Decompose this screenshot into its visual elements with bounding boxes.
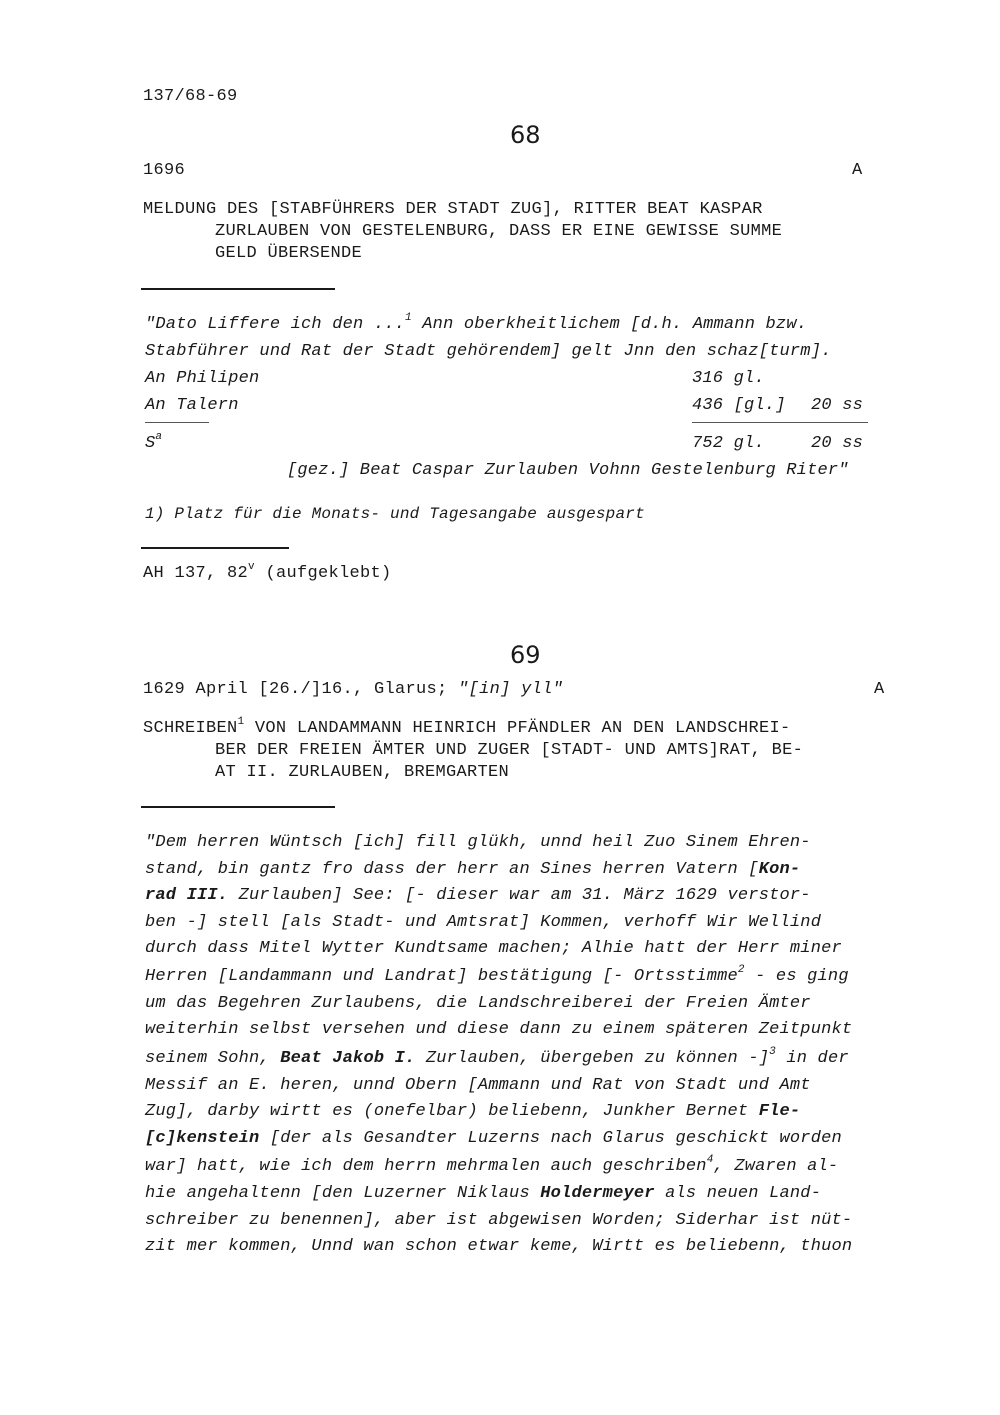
regest-title-line: AT II. ZURLAUBEN, BREMGARTEN — [215, 763, 510, 782]
signature-line: [gez.] Beat Caspar Zurlauben Vohnn Gestelenburg Riter" — [287, 461, 849, 480]
sum-value: 752 gl. — [692, 434, 765, 453]
account-subvalue: 20 ss — [811, 396, 864, 415]
source-reference: AH 137, 82$^v$ (aufgeklebt) — [143, 561, 392, 583]
transcription-line: seinem Sohn, Beat Jakob I. Zurlauben, übergeben zu können -]$^3$ in der — [145, 1046, 849, 1068]
document-reference: 137/68-69 — [143, 87, 238, 106]
transcription-line: Zug], darby wirtt es (onefelbar) beliebenn, Junkher Bernet Fle- — [145, 1102, 801, 1121]
section-divider — [141, 288, 335, 290]
account-label: An Talern — [145, 396, 239, 415]
document-number: 68 — [510, 121, 541, 149]
regest-title-line: ZURLAUBEN VON GESTELENBURG, DASS ER EINE GEWISSE SUMME — [215, 222, 783, 241]
transcription-line: "Dem herren Wüntsch [ich] fill glükh, unnd heil Zuo Sinem Ehren- — [145, 833, 811, 852]
regest-title-line: MELDUNG DES [STABFÜHRERS DER STADT ZUG], RITTER BEAT KASPAR — [143, 200, 763, 219]
sum-rule-left — [145, 422, 209, 423]
footnote: 1) Platz für die Monats- und Tagesangabe ausgespart — [145, 505, 645, 523]
document-date: 1629 April [26./]16., Glarus; "[in] yll" — [143, 680, 564, 699]
sum-subvalue: 20 ss — [811, 434, 864, 453]
transcription-line: stand, bin gantz fro dass der herr an Sines herren Vatern [Kon- — [145, 860, 801, 879]
regest-title-line: SCHREIBEN$^1$ VON LANDAMMANN HEINRICH PFÄNDLER AN DEN LANDSCHREI- — [143, 716, 791, 738]
section-divider — [141, 806, 335, 808]
sum-rule-right — [692, 422, 868, 423]
transcription-line: Messif an E. heren, unnd Obern [Ammann und Rat von Stadt und Amt — [145, 1076, 811, 1095]
account-label: An Philipen — [145, 369, 260, 388]
transcription-line: um das Begehren Zurlaubens, die Landschreiberei der Freien Ämter — [145, 994, 811, 1013]
archive-mark: A — [852, 161, 863, 180]
regest-title-line: BER DER FREIEN ÄMTER UND ZUGER [STADT- UND AMTS]RAT, BE- — [215, 741, 804, 760]
document-number: 69 — [510, 641, 541, 669]
transcription-line: zit mer kommen, Unnd wan schon etwar keme, Wirtt es beliebenn, thuon — [145, 1237, 853, 1256]
transcription-line: Stabführer und Rat der Stadt gehörendem] gelt Jnn den schaz[turm]. — [145, 342, 832, 361]
transcription-line: weiterhin selbst versehen und diese dann zu einem späteren Zeitpunkt — [145, 1020, 853, 1039]
archive-mark: A — [874, 680, 885, 699]
regest-title-line: GELD ÜBERSENDE — [215, 244, 363, 263]
account-value: 436 [gl.] — [692, 396, 786, 415]
transcription-line: schreiber zu benennen], aber ist abgewisen Worden; Siderhar ist nüt- — [145, 1211, 853, 1230]
transcription-line: [c]kenstein [der als Gesandter Luzerns nach Glarus geschickt worden — [145, 1129, 842, 1148]
transcription-line: rad III. Zurlauben] See: [- dieser war am 31. März 1629 verstor- — [145, 886, 811, 905]
document-date: 1696 — [143, 161, 186, 180]
transcription-line: ben -] stell [als Stadt- und Amtsrat] Kommen, verhoff Wir Wellind — [145, 913, 822, 932]
sum-label: $S^a$ — [145, 431, 163, 453]
transcription-line: hie angehaltenn [den Luzerner Niklaus Holdermeyer als neuen Land- — [145, 1184, 822, 1203]
transcription-line: "Dato Liffere ich den ...$^1$ Ann oberkheitlichem [d.h. Ammann bzw. — [145, 312, 808, 334]
section-divider — [141, 547, 289, 549]
transcription-line: durch dass Mitel Wytter Kundtsame machen; Alhie hatt der Herr miner — [145, 939, 842, 958]
account-value: 316 gl. — [692, 369, 765, 388]
transcription-line: Herren [Landammann und Landrat] bestätigung [- Ortsstimme$^2$ - es ging — [145, 964, 849, 986]
transcription-line: war] hatt, wie ich dem herrn mehrmalen auch geschriben$^4$, Zwaren al- — [145, 1154, 839, 1176]
